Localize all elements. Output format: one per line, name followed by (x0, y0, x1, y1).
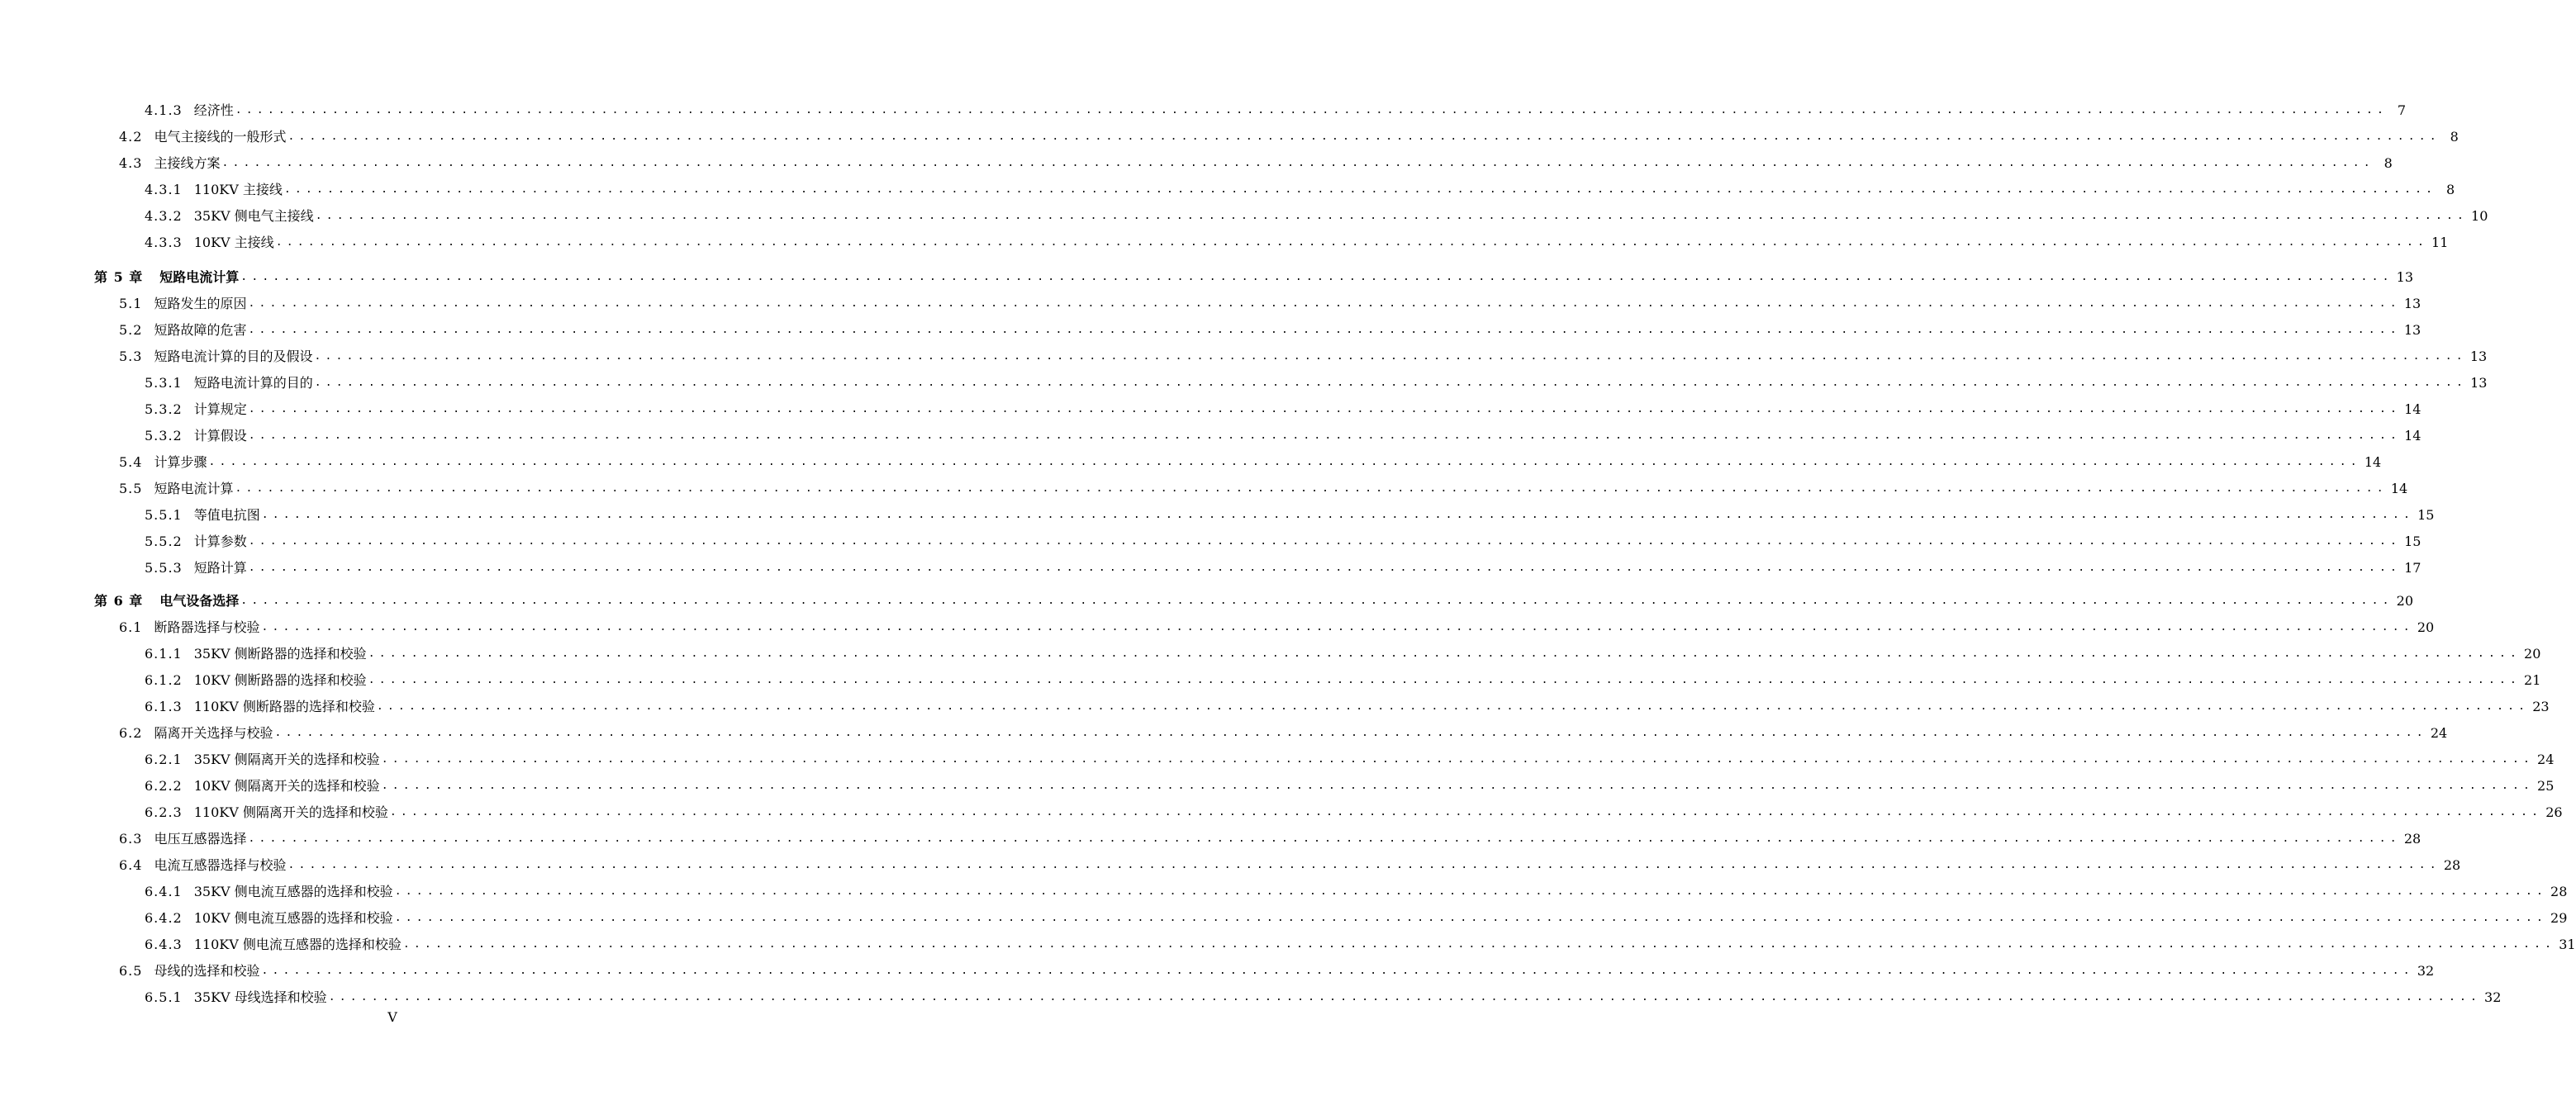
toc-entry-title: 10KV 侧电流互感器的选择和校验 (193, 910, 393, 926)
toc-entry-number: 6.1.3 (145, 699, 183, 714)
toc-dot-leader: ........................................................................................................................................................................................................ (381, 753, 2535, 766)
toc-dot-leader: ........................................................................................................................................................................................................ (248, 832, 2401, 845)
toc-subsection-entry[interactable] (145, 801, 2563, 821)
toc-entry-title: 35KV 母线选择和校验 (193, 989, 327, 1005)
toc-subsection-entry[interactable] (145, 775, 2555, 795)
toc-entry-number: 6.5 (119, 963, 143, 979)
toc-dot-leader: ........................................................................................................................................................................................................ (261, 621, 2414, 633)
toc-entry-number: 5.5 (119, 481, 143, 496)
toc-entry-number: 4.1.3 (145, 102, 183, 118)
toc-entry-number: 5.1 (119, 296, 143, 311)
toc-entry-page-number: 32 (2484, 989, 2502, 1005)
toc-dot-leader: ........................................................................................................................................................................................................ (208, 456, 2361, 468)
toc-entry-page-number: 13 (2470, 375, 2488, 391)
toc-subsection-entry[interactable] (145, 669, 2541, 689)
toc-entry-title: 35KV 侧断路器的选择和校验 (193, 646, 367, 662)
toc-section-entry[interactable] (119, 451, 2382, 471)
toc-entry-number: 4.2 (119, 129, 143, 145)
toc-subsection-entry[interactable] (145, 880, 2568, 900)
toc-dot-leader: ........................................................................................................................................................................................................ (368, 674, 2521, 686)
toc-section-entry[interactable] (119, 477, 2408, 497)
toc-entry-number: 6.2.1 (145, 752, 183, 767)
toc-dot-leader: ........................................................................................................................................................................................................ (240, 595, 2393, 607)
toc-dot-leader: ........................................................................................................................................................................................................ (248, 324, 2401, 336)
toc-entry-number: 5.3.2 (145, 401, 183, 417)
toc-entry-page-number: 23 (2532, 699, 2550, 714)
toc-dot-leader: ........................................................................................................................................................................................................ (376, 700, 2530, 713)
toc-entry-title: 电流互感器选择与校验 (154, 857, 287, 873)
toc-entry-page-number: 32 (2417, 963, 2435, 979)
toc-dot-leader: ........................................................................................................................................................................................................ (328, 991, 2482, 1003)
toc-entry-page-number: 15 (2417, 507, 2435, 523)
toc-section-entry[interactable] (119, 616, 2435, 636)
toc-dot-leader: ........................................................................................................................................................................................................ (274, 727, 2427, 739)
toc-dot-leader: ........................................................................................................................................................................................................ (221, 157, 2374, 169)
toc-section-entry[interactable] (119, 126, 2459, 145)
toc-dot-leader: ........................................................................................................................................................................................................ (288, 859, 2441, 871)
toc-entry-title: 电压互感器选择 (154, 831, 247, 847)
toc-subsection-entry[interactable] (145, 557, 2422, 576)
toc-entry-page-number: 20 (2417, 619, 2435, 635)
toc-dot-leader: ........................................................................................................................................................................................................ (381, 780, 2535, 792)
toc-entry-page-number: 28 (2443, 857, 2461, 873)
toc-entry-page-number: 20 (2524, 646, 2541, 662)
toc-entry-title: 35KV 侧电气主接线 (193, 208, 314, 224)
toc-dot-leader: ........................................................................................................................................................................................................ (261, 965, 2414, 977)
toc-entry-page-number: 15 (2404, 534, 2422, 549)
toc-entry-title: 短路电流计算 (154, 481, 234, 496)
toc-subsection-entry[interactable] (145, 907, 2568, 927)
toc-entry-number: 第 5 章 (94, 269, 144, 285)
toc-entry-title: 短路电流计算的目的及假设 (154, 349, 313, 364)
toc-entry-number: 6.4.3 (145, 937, 183, 952)
toc-dot-leader: ........................................................................................................................................................................................................ (394, 885, 2548, 898)
toc-subsection-entry[interactable] (145, 398, 2422, 418)
toc-dot-leader: ........................................................................................................................................................................................................ (248, 429, 2402, 442)
toc-entry-page-number: 14 (2390, 481, 2408, 496)
toc-entry-page-number: 25 (2537, 778, 2555, 794)
toc-entry-number: 5.2 (119, 322, 143, 338)
toc-entry-title: 短路计算 (193, 560, 247, 576)
toc-dot-leader: ........................................................................................................................................................................................................ (283, 183, 2437, 196)
toc-subsection-entry[interactable] (145, 99, 2407, 119)
toc-entry-page-number: 24 (2537, 752, 2555, 767)
toc-entry-title: 计算规定 (193, 401, 247, 417)
toc-dot-leader: ........................................................................................................................................................................................................ (261, 509, 2415, 521)
toc-entry-page-number: 11 (2431, 235, 2449, 250)
toc-dot-leader: ........................................................................................................................................................................................................ (235, 482, 2388, 495)
toc-entry-number: 6.4.1 (145, 884, 183, 899)
toc-section-entry[interactable] (119, 152, 2393, 172)
toc-dot-leader: ........................................................................................................................................................................................................ (402, 938, 2556, 951)
toc-entry-page-number: 29 (2550, 910, 2568, 926)
toc-entry-title: 短路发生的原因 (154, 296, 247, 311)
toc-dot-leader: ........................................................................................................................................................................................................ (314, 377, 2468, 389)
toc-entry-page-number: 14 (2404, 401, 2422, 417)
toc-subsection-entry[interactable] (145, 425, 2422, 444)
toc-entry-page-number: 20 (2396, 593, 2413, 609)
toc-section-entry[interactable] (119, 722, 2448, 742)
toc-section-entry[interactable] (119, 292, 2422, 312)
toc-entry-number: 6.1.1 (145, 646, 183, 662)
toc-entry-number: 6.1 (119, 619, 143, 635)
toc-entry-page-number: 8 (2450, 129, 2459, 145)
toc-section-entry[interactable] (119, 828, 2422, 847)
toc-entry-title: 短路电流计算 (159, 269, 240, 285)
toc-dot-leader: ........................................................................................................................................................................................................ (248, 535, 2402, 548)
toc-entry-page-number: 24 (2430, 725, 2448, 741)
toc-entry-number: 5.3.1 (145, 375, 183, 391)
toc-entry-number: 4.3.3 (145, 235, 183, 250)
toc-entry-title: 经济性 (193, 102, 234, 118)
toc-entry-page-number: 7 (2397, 102, 2407, 118)
toc-entry-number: 6.4 (119, 857, 143, 873)
toc-entry-title: 电气设备选择 (159, 593, 240, 609)
toc-entry-title: 10KV 主接线 (193, 235, 274, 250)
toc-entry-title: 隔离开关选择与校验 (154, 725, 273, 741)
toc-entry-page-number: 13 (2396, 269, 2413, 285)
toc-dot-leader: ........................................................................................................................................................................................................ (394, 912, 2548, 924)
toc-dot-leader: ........................................................................................................................................................................................................ (314, 350, 2467, 363)
toc-entry-title: 110KV 主接线 (193, 182, 283, 197)
toc-entry-number: 6.5.1 (145, 989, 183, 1005)
toc-subsection-entry[interactable] (145, 178, 2455, 198)
toc-entry-page-number: 31 (2559, 937, 2576, 952)
toc-entry-number: 6.2 (119, 725, 143, 741)
toc-entry-title: 110KV 侧隔离开关的选择和校验 (193, 804, 388, 820)
toc-entry-page-number: 14 (2364, 454, 2382, 470)
toc-entry-page-number: 17 (2404, 560, 2422, 576)
toc-entry-page-number: 8 (2384, 155, 2393, 171)
toc-entry-page-number: 13 (2469, 349, 2488, 364)
toc-dot-leader: ........................................................................................................................................................................................................ (248, 297, 2401, 310)
toc-subsection-entry[interactable] (145, 504, 2435, 524)
toc-subsection-entry[interactable] (145, 530, 2422, 550)
toc-chapter-entry[interactable] (94, 590, 2413, 610)
toc-entry-title: 110KV 侧电流互感器的选择和校验 (193, 937, 402, 952)
toc-entry-page-number: 28 (2550, 884, 2568, 899)
toc-entry-page-number: 21 (2524, 672, 2541, 688)
toc-subsection-entry[interactable] (145, 643, 2541, 662)
toc-entry-page-number: 13 (2403, 296, 2422, 311)
toc-entry-title: 母线的选择和校验 (154, 963, 260, 979)
toc-entry-title: 计算假设 (193, 428, 247, 444)
toc-entry-number: 6.2.3 (145, 804, 183, 820)
toc-entry-number: 第 6 章 (94, 593, 144, 609)
toc-entry-title: 计算步骤 (154, 454, 207, 470)
toc-entry-number: 6.4.2 (145, 910, 183, 926)
toc-dot-leader: ........................................................................................................................................................................................................ (368, 648, 2521, 660)
toc-dot-leader: ........................................................................................................................................................................................................ (275, 236, 2429, 249)
toc-section-entry[interactable] (119, 960, 2435, 980)
toc-entry-page-number: 26 (2545, 804, 2563, 820)
toc-entry-title: 35KV 侧电流互感器的选择和校验 (193, 884, 393, 899)
toc-subsection-entry[interactable] (145, 933, 2576, 953)
toc-subsection-entry[interactable] (145, 748, 2555, 768)
toc-entry-number: 4.3.2 (145, 208, 183, 224)
toc-entry-page-number: 10 (2471, 208, 2488, 224)
toc-entry-title: 短路电流计算的目的 (193, 375, 313, 391)
toc-chapter-entry[interactable] (94, 266, 2413, 286)
toc-entry-title: 短路故障的危害 (154, 322, 247, 338)
toc-entry-title: 10KV 侧断路器的选择和校验 (193, 672, 367, 688)
toc-entry-number: 6.3 (119, 831, 143, 847)
toc-dot-leader: ........................................................................................................................................................................................................ (389, 806, 2543, 818)
toc-entry-title: 等值电抗图 (193, 507, 260, 523)
toc-dot-leader: ........................................................................................................................................................................................................ (315, 210, 2469, 222)
toc-subsection-entry[interactable] (145, 986, 2502, 1006)
toc-entry-page-number: 13 (2403, 322, 2422, 338)
toc-entry-title: 35KV 侧隔离开关的选择和校验 (193, 752, 380, 767)
toc-entry-number: 5.3 (119, 349, 143, 364)
toc-entry-number: 5.3.2 (145, 428, 183, 444)
toc-subsection-entry[interactable] (145, 231, 2449, 251)
page-number-footer: V (387, 1009, 397, 1025)
toc-entry-title: 电气主接线的一般形式 (154, 129, 287, 145)
toc-entry-page-number: 8 (2446, 182, 2455, 197)
toc-subsection-entry[interactable] (145, 372, 2488, 391)
toc-entry-page-number: 28 (2403, 831, 2422, 847)
toc-dot-leader: ........................................................................................................................................................................................................ (248, 562, 2402, 574)
toc-section-entry[interactable] (119, 854, 2461, 874)
toc-entry-title: 计算参数 (193, 534, 247, 549)
toc-section-entry[interactable] (119, 319, 2422, 339)
toc-dot-leader: ........................................................................................................................................................................................................ (248, 403, 2402, 415)
toc-dot-leader: ........................................................................................................................................................................................................ (288, 130, 2441, 143)
toc-entry-number: 6.2.2 (145, 778, 183, 794)
toc-dot-leader: ........................................................................................................................................................................................................ (235, 104, 2388, 116)
toc-subsection-entry[interactable] (145, 205, 2488, 225)
toc-entry-number: 5.5.2 (145, 534, 183, 549)
toc-entry-number: 4.3.1 (145, 182, 183, 197)
toc-entry-page-number: 14 (2404, 428, 2422, 444)
toc-entry-number: 5.4 (119, 454, 143, 470)
toc-entry-title: 主接线方案 (154, 155, 221, 171)
toc-entry-number: 6.1.2 (145, 672, 183, 688)
toc-entry-number: 5.5.1 (145, 507, 183, 523)
toc-section-entry[interactable] (119, 345, 2488, 365)
toc-subsection-entry[interactable] (145, 695, 2550, 715)
toc-entry-title: 断路器选择与校验 (154, 619, 260, 635)
toc-entry-title: 10KV 侧隔离开关的选择和校验 (193, 778, 380, 794)
toc-entry-title: 110KV 侧断路器的选择和校验 (193, 699, 375, 714)
toc-entry-number: 4.3 (119, 155, 143, 171)
toc-entry-number: 5.5.3 (145, 560, 183, 576)
toc-dot-leader: ........................................................................................................................................................................................................ (240, 271, 2393, 283)
